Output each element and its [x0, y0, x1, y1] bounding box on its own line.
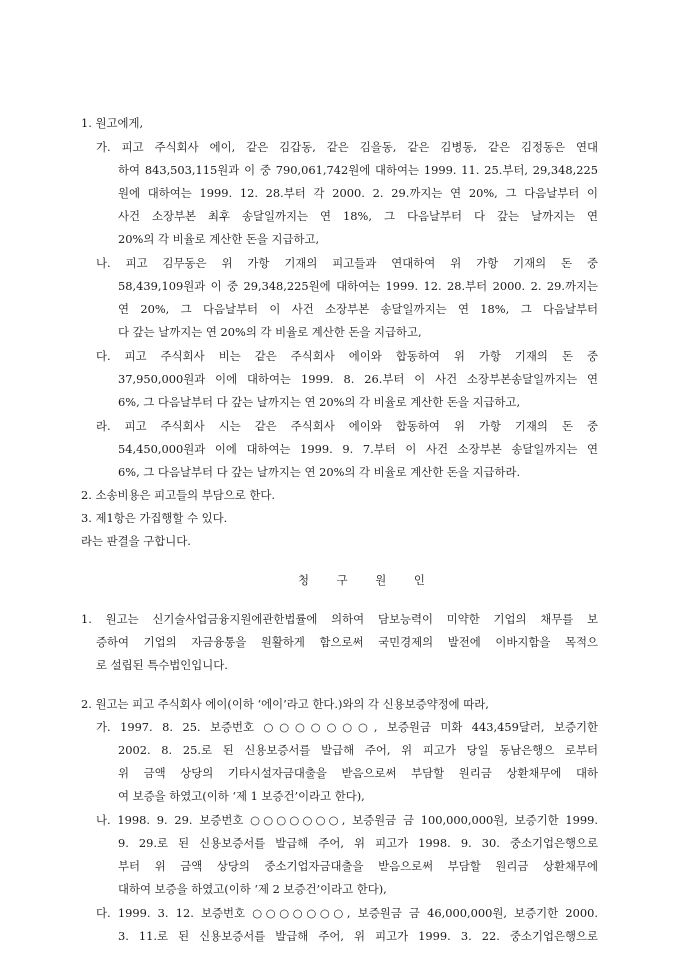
- claim-ga-line: 원에 대하여는 1999. 12. 28.부터 각 2000. 2. 29.까지는 연 20%, 그 다음날부터 이: [118, 186, 598, 200]
- claim-ga-line: 하여 843,503,115원과 이 중 790,061,742원에 대하여는 1999. 11. 25.부터, 29,348,225: [118, 163, 598, 177]
- claim-da-line: 6%, 그 다음날부터 다 갚는 날까지는 연 20%의 각 비율로 계산한 돈을 지급하고,: [118, 395, 521, 409]
- claim-na-line: 다 갚는 날까지는 연 20%의 각 비율로 계산한 돈을 지급하고,: [118, 325, 422, 339]
- claim-na-line: 연 20%, 그 다음날부터 이 사건 소장부본 송달일까지는 연 18%, 그 다음날부터: [118, 302, 598, 316]
- claim-item-2: 2. 소송비용은 피고들의 부담으로 한다.: [81, 488, 276, 502]
- claim-da-line: 다. 피고 주식회사 비는 같은 주식회사 에이와 합동하여 위 가항 기재의 돈 중: [96, 349, 598, 363]
- cause-2-ga-line: 2002. 8. 25.로 된 신용보증서를 발급해 주어, 위 피고가 당일 동남은행으 로부터: [118, 743, 598, 757]
- cause-2-na-line: 나. 1998. 9. 29. 보증번호 ○○○○○○○, 보증원금 금 100,000,000원, 보증기한 1999.: [96, 813, 598, 827]
- claim-na-line: 58,439,109원과 이 중 29,348,225원에 대하여는 1999. 12. 28.부터 2000. 2. 29.까지는: [118, 279, 598, 293]
- cause-2-ga-line: 위 금액 상당의 기타시설자금대출을 받음으로써 부담할 원리금 상환채무에 대하: [118, 766, 598, 780]
- claim-ra-line: 라. 피고 주식회사 시는 같은 주식회사 에이와 합동하여 위 가항 기재의 돈 중: [96, 419, 598, 433]
- section-title: 청 구 원 인: [298, 573, 437, 587]
- cause-2-heading: 2. 원고는 피고 주식회사 에이(이하 ‘에이’라고 한다.)와의 각 신용보증약정에 따라,: [81, 697, 489, 711]
- claim-da-line: 37,950,000원과 이에 대하여는 1999. 8. 26.부터 이 사건 소장부본송달일까지는 연: [118, 372, 598, 386]
- claim-ra-line: 6%, 그 다음날부터 다 갚는 날까지는 연 20%의 각 비율로 계산한 돈을 지급하라.: [118, 465, 521, 479]
- claim-item-3: 3. 제1항은 가집행할 수 있다.: [81, 511, 228, 525]
- cause-2-da-line: 3. 11.로 된 신용보증서를 발급해 주어, 위 피고가 1999. 3. 22. 중소기업은행으로: [118, 929, 598, 943]
- claim-ga-line: 가. 피고 주식회사 에이, 같은 김갑동, 같은 김을동, 같은 김병동, 같은 김정동은 연대: [96, 140, 598, 154]
- cause-2-ga-line: 여 보증을 하였고(이하 ‘제 1 보증건’이라고 한다),: [118, 789, 365, 803]
- cause-2-na-line: 부터 위 금액 상당의 중소기업자금대출을 받음으로써 부담할 원리금 상환채무에: [118, 859, 598, 873]
- claim-ga-line: 사건 소장부본 최후 송달일까지는 연 18%, 그 다음날부터 다 갚는 날까지는 연: [118, 209, 598, 223]
- cause-2-da-line: 다. 1999. 3. 12. 보증번호 ○○○○○○○, 보증원금 금 46,000,000원, 보증기한 2000.: [96, 906, 598, 920]
- cause-2-ga-line: 가. 1997. 8. 25. 보증번호 ○○○○○○○, 보증원금 미화 443,459달러, 보증기한: [96, 720, 598, 734]
- cause-1-line: 로 설립된 특수법인입니다.: [96, 658, 228, 672]
- claim-ra-line: 54,450,000원과 이에 대하여는 1999. 9. 7.부터 이 사건 소장부본 송달일까지는 연: [118, 442, 598, 456]
- claim-closing: 라는 판결을 구합니다.: [81, 534, 191, 548]
- claim-item-1-heading: 1. 원고에게,: [81, 116, 144, 130]
- cause-1-line: 증하여 기업의 자금융통을 원활하게 함으로써 국민경제의 발전에 이바지함을 목적으: [96, 635, 598, 649]
- cause-2-na-line: 대하여 보증을 하였고(이하 ‘제 2 보증건’이라고 한다),: [118, 882, 387, 896]
- claim-na-line: 나. 피고 김무동은 위 가항 기재의 피고들과 연대하여 위 가항 기재의 돈 중: [96, 256, 598, 270]
- cause-1-line: 1. 원고는 신기술사업금융지원에관한법률에 의하여 담보능력이 미약한 기업의 채무를 보: [81, 612, 598, 626]
- claim-ga-line: 20%의 각 비율로 계산한 돈을 지급하고,: [118, 232, 320, 246]
- cause-2-na-line: 9. 29.로 된 신용보증서를 발급해 주어, 위 피고가 1998. 9. 30. 중소기업은행으로: [118, 836, 598, 850]
